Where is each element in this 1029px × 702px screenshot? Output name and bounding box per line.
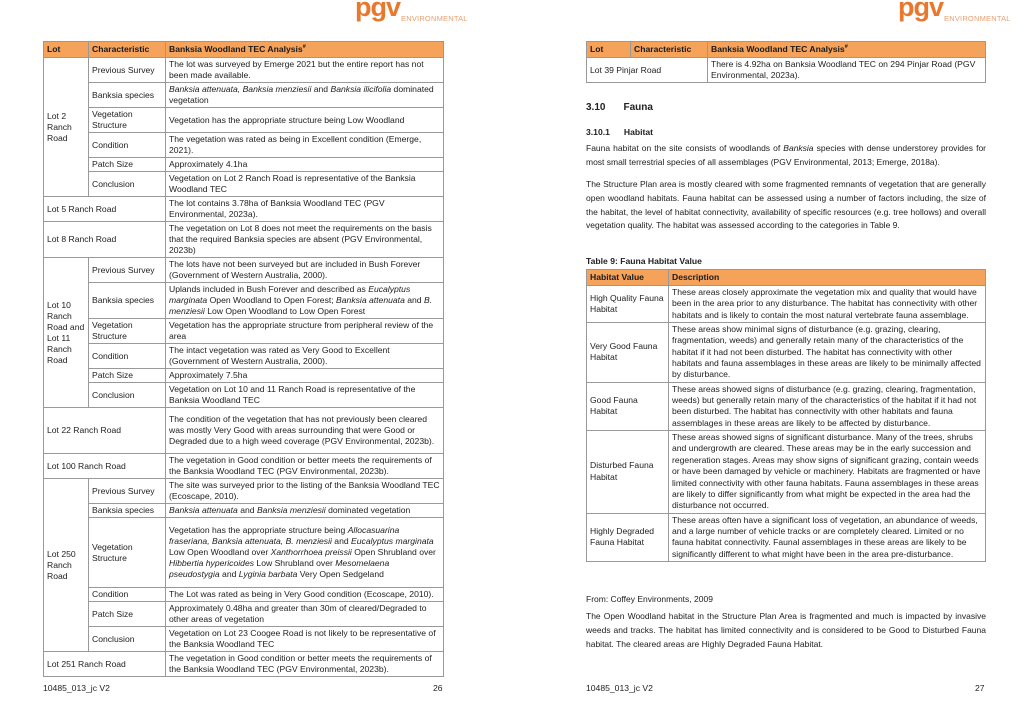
page-26 bbox=[0, 0, 514, 702]
header-analysis: Banksia Woodland TEC Analysis# bbox=[708, 42, 986, 58]
lot-cell: Lot 2 Ranch Road bbox=[44, 58, 89, 197]
characteristic-cell: Condition bbox=[89, 133, 166, 158]
paragraph-habitat: Fauna habitat on the site consists of woodlands of Banksia species with dense understorey provides for most small terrestrial species of all assemblages (PGV Environmental, 2013; Emerge, 2018a). bbox=[586, 143, 987, 167]
analysis-cell: Vegetation on Lot 23 Coogee Road is not likely to be representative of the Banksia Woodland TEC bbox=[166, 627, 444, 652]
lot-cell: Lot 250 Ranch Road bbox=[44, 479, 89, 652]
footer-page-number: 27 bbox=[975, 683, 985, 693]
section-heading: 3.10 Fauna bbox=[586, 102, 653, 113]
table-row bbox=[44, 197, 444, 222]
characteristic-cell: Vegetation Structure bbox=[89, 518, 166, 588]
analysis-cell: Vegetation on Lot 10 and 11 Ranch Road is representative of the Banksia Woodland TEC bbox=[166, 383, 444, 408]
table-row bbox=[44, 172, 444, 197]
table-row bbox=[44, 518, 444, 588]
table-row bbox=[44, 58, 444, 83]
banksia-analysis-table-continued bbox=[586, 41, 986, 83]
table-row bbox=[44, 158, 444, 172]
characteristic-cell: Conclusion bbox=[89, 627, 166, 652]
analysis-cell: Banksia attenuata and Banksia menziesii dominated vegetation bbox=[166, 504, 444, 518]
subsection-heading: 3.10.1 Habitat bbox=[586, 127, 654, 137]
characteristic-cell: Condition bbox=[89, 588, 166, 602]
table-row bbox=[587, 431, 986, 513]
header-lot: Lot bbox=[587, 42, 631, 58]
characteristic-cell: Previous Survey bbox=[89, 58, 166, 83]
table-row bbox=[44, 408, 444, 454]
characteristic-cell: Patch Size bbox=[89, 369, 166, 383]
description-cell: These areas showed signs of disturbance (e.g. grazing, clearing, fragmentation, weeds) but generally retain many of the characteristics of the habitat if it had not been disturbed. The habitat has connectivity with other habitats and fauna assemblages in these areas are likely to be affected by disturbance. bbox=[669, 382, 986, 430]
habitat-value-cell: Disturbed Fauna Habitat bbox=[587, 431, 669, 513]
characteristic-cell: Previous Survey bbox=[89, 258, 166, 283]
analysis-cell: Banksia attenuata, Banksia menziesii and Banksia ilicifolia dominated vegetation bbox=[166, 83, 444, 108]
analysis-cell: Approximately 4.1ha bbox=[166, 158, 444, 172]
characteristic-cell: Vegetation Structure bbox=[89, 108, 166, 133]
characteristic-cell: Conclusion bbox=[89, 383, 166, 408]
table-header-row bbox=[587, 42, 986, 58]
characteristic-cell: Conclusion bbox=[89, 172, 166, 197]
lot-cell: Lot 100 Ranch Road bbox=[44, 454, 166, 479]
habitat-value-cell: Highly Degraded Fauna Habitat bbox=[587, 513, 669, 561]
analysis-cell: The intact vegetation was rated as Very Good to Excellent (Government of Western Australia, 2000). bbox=[166, 344, 444, 369]
logo-subtitle: ENVIRONMENTAL bbox=[401, 14, 468, 23]
logo-mark: pgv bbox=[898, 0, 944, 22]
characteristic-cell: Banksia species bbox=[89, 504, 166, 518]
lot-cell: Lot 8 Ranch Road bbox=[44, 222, 166, 258]
description-cell: These areas often have a significant loss of vegetation, an abundance of weeds, and a large number of vehicle tracks or are completely cleared. Limited or no fauna habitat connectivity. Faunal assemblages in these areas are likely to be significantly different to what might have been in the area pre-disturbance. bbox=[669, 513, 986, 561]
header-characteristic: Characteristic bbox=[631, 42, 708, 58]
table-row bbox=[44, 588, 444, 602]
table-row bbox=[44, 369, 444, 383]
analysis-cell: Uplands included in Bush Forever and described as Eucalyptus marginata Open Woodland to Open Forest; Banksia attenuata and B. menziesii Low Open Woodland to Low Open Forest bbox=[166, 283, 444, 319]
table-row bbox=[587, 382, 986, 430]
analysis-cell: The lot contains 3.78ha of Banksia Woodland TEC (PGV Environmental, 2023a). bbox=[166, 197, 444, 222]
lot-cell: Lot 22 Ranch Road bbox=[44, 408, 166, 454]
lot-cell: Lot 39 Pinjar Road bbox=[587, 58, 708, 83]
analysis-cell: Approximately 7.5ha bbox=[166, 369, 444, 383]
table-row bbox=[44, 83, 444, 108]
table-row bbox=[44, 652, 444, 677]
analysis-cell: The vegetation in Good condition or better meets the requirements of the Banksia Woodland TEC (PGV Environmental, 2023b). bbox=[166, 652, 444, 677]
lot-cell: Lot 5 Ranch Road bbox=[44, 197, 166, 222]
table-row bbox=[44, 319, 444, 344]
banksia-analysis-table bbox=[43, 41, 444, 677]
habitat-value-cell: Very Good Fauna Habitat bbox=[587, 323, 669, 383]
table-row bbox=[44, 479, 444, 504]
page-27 bbox=[515, 0, 1029, 702]
analysis-cell: The site was surveyed prior to the listing of the Banksia Woodland TEC (Ecoscape, 2010). bbox=[166, 479, 444, 504]
analysis-cell: The vegetation in Good condition or better meets the requirements of the Banksia Woodland TEC (PGV Environmental, 2023b). bbox=[166, 454, 444, 479]
table-row bbox=[587, 58, 986, 83]
fauna-habitat-table bbox=[586, 269, 986, 562]
header-habitat-value: Habitat Value bbox=[587, 270, 669, 286]
table-header-row bbox=[587, 270, 986, 286]
analysis-cell: The vegetation on Lot 8 does not meet the requirements on the basis that the required Banksia species are absent (PGV Environmental, 2023b) bbox=[166, 222, 444, 258]
paragraph-open-woodland: The Open Woodland habitat in the Structure Plan Area is fragmented and much is impacted by invasive weeds and tracks. The habitat has limited connectivity and is considered to be Good to Disturbed Fauna habitat. The cleared areas are Highly Degraded Fauna Habitat. bbox=[586, 611, 986, 649]
table-row bbox=[44, 344, 444, 369]
lot-cell: Lot 251 Ranch Road bbox=[44, 652, 166, 677]
table-row bbox=[44, 258, 444, 283]
table-row bbox=[44, 108, 444, 133]
paragraph-structure-plan: The Structure Plan area is mostly cleared with some fragmented remnants of vegetation that are generally open woodland habitats. Fauna habitat can be assessed using a number of factors including, the size of the habitat, the level of habitat connectivity, availability of specific resources (e.g. tree hollows) and overall vegetation quality. The habitat was assessed according to the categories in Table 9. bbox=[586, 179, 986, 231]
habitat-value-cell: High Quality Fauna Habitat bbox=[587, 286, 669, 323]
analysis-cell: Approximately 0.48ha and greater than 30m of cleared/Degraded to other areas of vegetation bbox=[166, 602, 444, 627]
characteristic-cell: Patch Size bbox=[89, 602, 166, 627]
lot-cell: Lot 10 Ranch Road and Lot 11 Ranch Road bbox=[44, 258, 89, 408]
table-header-row bbox=[44, 42, 444, 58]
analysis-cell: The vegetation was rated as being in Excellent condition (Emerge, 2021). bbox=[166, 133, 444, 158]
footer-page-number: 26 bbox=[433, 683, 443, 693]
table-row bbox=[44, 283, 444, 319]
header-characteristic: Characteristic bbox=[89, 42, 166, 58]
analysis-cell: The lot was surveyed by Emerge 2021 but the entire report has not been made available. bbox=[166, 58, 444, 83]
table-row bbox=[587, 286, 986, 323]
logo-subtitle: ENVIRONMENTAL bbox=[944, 14, 1011, 23]
table-row bbox=[44, 454, 444, 479]
analysis-cell: Vegetation has the appropriate structure being Low Woodland bbox=[166, 108, 444, 133]
table-source-note: From: Coffey Environments, 2009 bbox=[586, 594, 713, 604]
analysis-cell: Vegetation has the appropriate structure from peripheral review of the area bbox=[166, 319, 444, 344]
table-row bbox=[587, 513, 986, 561]
footer-doc-ref: 10485_013_jc V2 bbox=[43, 683, 110, 693]
analysis-cell: There is 4.92ha on Banksia Woodland TEC on 294 Pinjar Road (PGV Environmental, 2023a). bbox=[708, 58, 986, 83]
description-cell: These areas closely approximate the vegetation mix and quality that would have been in the area prior to any disturbance. The habitat has connectivity with other habitats and is likely to contain the most natural vertebrate fauna assemblage. bbox=[669, 286, 986, 323]
header-description: Description bbox=[669, 270, 986, 286]
characteristic-cell: Previous Survey bbox=[89, 479, 166, 504]
analysis-cell: Vegetation has the appropriate structure being Allocasuarina fraseriana, Banksia attenuata, B. menziesii and Eucalyptus marginata Low Open Woodland over Xanthorrhoea preissii Open Shrubland over Hibbertia hypericoides Low Shrubland over Mesomelaena pseudostygia and Lyginia barbata Very Open Sedgeland bbox=[166, 518, 444, 588]
header-lot: Lot bbox=[44, 42, 89, 58]
table-row bbox=[44, 602, 444, 627]
table-row bbox=[44, 383, 444, 408]
analysis-cell: Vegetation on Lot 2 Ranch Road is representative of the Banksia Woodland TEC bbox=[166, 172, 444, 197]
characteristic-cell: Patch Size bbox=[89, 158, 166, 172]
pgv-logo bbox=[898, 0, 1011, 26]
header-analysis: Banksia Woodland TEC Analysis# bbox=[166, 42, 444, 58]
analysis-cell: The lots have not been surveyed but are included in Bush Forever (Government of Western Australia, 2000). bbox=[166, 258, 444, 283]
table-row bbox=[44, 133, 444, 158]
table-caption: Table 9: Fauna Habitat Value bbox=[586, 256, 702, 266]
table-row bbox=[44, 627, 444, 652]
table-row bbox=[44, 504, 444, 518]
logo-mark: pgv bbox=[355, 0, 401, 22]
analysis-cell: The Lot was rated as being in Very Good condition (Ecoscape, 2010). bbox=[166, 588, 444, 602]
characteristic-cell: Vegetation Structure bbox=[89, 319, 166, 344]
analysis-cell: The condition of the vegetation that has not previously been cleared was mostly Very Good with areas surrounding that were Good or Degraded due to a high weed coverage (PGV Environmental, 2023b). bbox=[166, 408, 444, 454]
description-cell: These areas showed signs of significant disturbance. Many of the trees, shrubs and undergrowth are cleared. These areas may be in the early succession and regeneration stages. Areas may show signs of significant grazing, contain weeds or have been damaged by vehicle or machinery. Habitats are fragmented or have limited connectivity with other fauna habitats. Fauna assemblages in these areas are likely to differ significantly from what might be expected in the area had the disturbance not occurred. bbox=[669, 431, 986, 513]
habitat-value-cell: Good Fauna Habitat bbox=[587, 382, 669, 430]
characteristic-cell: Banksia species bbox=[89, 283, 166, 319]
characteristic-cell: Banksia species bbox=[89, 83, 166, 108]
description-cell: These areas show minimal signs of disturbance (e.g. grazing, clearing, fragmentation, weeds) and generally retain many of the characteristics of the habitat if it had not been disturbed. The habitat has connectivity with other habitats and fauna assemblages in these areas are likely to be minimally affected by disturbance. bbox=[669, 323, 986, 383]
table-row bbox=[587, 323, 986, 383]
pgv-logo bbox=[355, 0, 468, 26]
table-row bbox=[44, 222, 444, 258]
footer-doc-ref: 10485_013_jc V2 bbox=[586, 683, 653, 693]
characteristic-cell: Condition bbox=[89, 344, 166, 369]
